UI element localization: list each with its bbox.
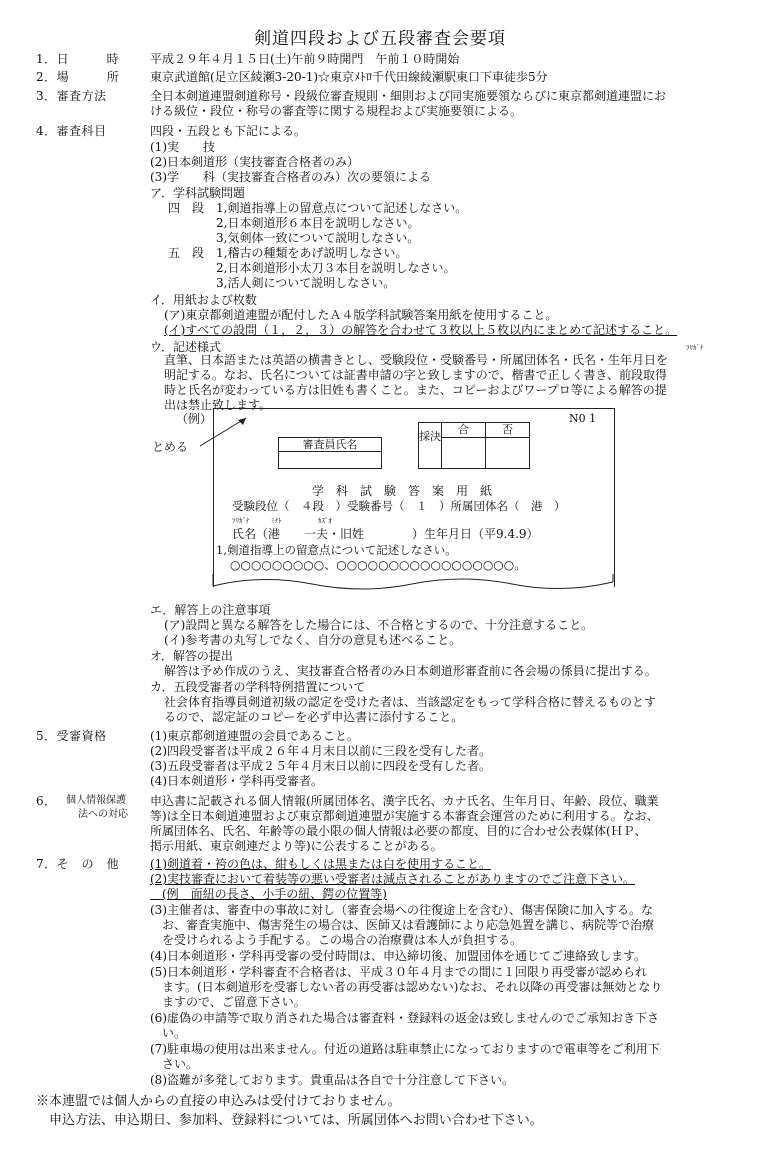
pass-column [442, 423, 486, 468]
furigana-ruby: ﾌﾘｶﾞﾅ [686, 344, 704, 352]
section-7-line-8: (5)日本剣道形・学科審査不合格者は、平成３０年４月までの間に１回限り再受審が認められ [150, 965, 648, 979]
torn-edge-icon [212, 574, 614, 594]
section-2-text: 東京武道館(足立区綾瀬3-20-1)☆東京ﾒﾄﾛ千代田線綾瀬駅東口下車徒歩5分 [150, 70, 548, 84]
subsection-u-line-4: 出は禁止致します。 [164, 398, 272, 412]
section-6-label: 6． [36, 794, 57, 808]
sheet-ruby-kazuo: ｶｽﾞｵ [318, 517, 332, 525]
section-5-line-1: (1)東京都剣道連盟の会員であること。 [150, 729, 359, 743]
section-6-label-line-2: 法への対応 [78, 809, 128, 820]
subsection-ka-heading: カ．五段受審者の学科特例措置について [150, 680, 366, 694]
sheet-ruby-minato: ﾐﾅﾄ [271, 517, 282, 525]
examiner-name-header: 審査員氏名 [279, 438, 381, 452]
section-2-label: 2．場 所 [36, 70, 120, 84]
subsection-e-line-1: (ア)設問と異なる解答をした場合には、不合格とするので、十分注意すること。 [164, 618, 594, 632]
section-3-label: 3．審査方法 [36, 89, 107, 103]
subsection-a-heading: ア．学科試験問題 [150, 186, 246, 200]
sheet-number: N0 1 [569, 412, 597, 425]
section-7-line-1: (1)剣道着・袴の色は、紺もしくは黒または白を使用すること。 [150, 857, 492, 871]
sheet-row-grade: 受験段位（ ４段 ）受験番号（ １ ）所属団体名（ 港 ） [232, 499, 566, 513]
section-4-label: 4．審査科目 [36, 124, 107, 138]
section-6-line-4: 掲示用紙、東京剣連だより等)に公表することがある。 [150, 839, 443, 853]
section-1-text: 平成２９年４月１５日(土)午前９時開門 午前１０時開始 [150, 52, 460, 66]
sheet-title: 学 科 試 験 答 案 用 紙 [312, 484, 493, 498]
section-5-line-2: (2)四段受審者は平成２６年４月末日以前に三段を受有した者。 [150, 744, 492, 758]
subsection-ka-line-1: 社会体育指導員剣道初級の認定を受けた者は、当該認定をもって学科合格に替えるものとす [164, 695, 657, 709]
subsection-u-heading: ウ．記述様式 [150, 340, 222, 354]
godan-question-3: 3,活人剣について説明しなさい。 [216, 276, 396, 290]
subsection-o-line: 解答は予め作成のうえ、実技審査合格者のみ日本剣道形審査前に各会場の係員に提出する。 [164, 664, 657, 678]
godan-question-1: 1,稽古の種類をあげ説明しなさい。 [216, 246, 408, 260]
judgement-label [419, 423, 442, 468]
subsection-u-line-1: 直筆、日本語または英語の横書きとし、受験段位・受験番号・所属団体名・氏名・生年月日を [164, 353, 669, 367]
section-7-line-14: さい。 [150, 1057, 199, 1071]
subsection-i-line-2: (イ)すべての設問（１，２，３）の解答を合わせて３枚以上５枚以内にまとめて記述すること。 [164, 323, 678, 337]
judgement-text: 採決 [419, 430, 441, 443]
section-6-label-line-1: 個人情報保護 [66, 795, 126, 806]
yondan-label: 四 段 [168, 201, 205, 215]
section-7-line-6: を受けられるよう手配する。この場合の治療費は本人が負担する。 [150, 933, 523, 947]
subsection-u-line-2: 明記する。なお、氏名については証書申請の字と致しますので、楷書で正しく書き、前段取得 [164, 368, 668, 382]
section-4-intro: 四段・五段とも下記による。 [150, 124, 307, 138]
section-6-line-3: 所属団体名、氏名、年齢等の最小限の個人情報は必要の都度、目的に合わせ公表媒体(ＨＰ、 [150, 824, 647, 838]
section-7-line-15: (8)盗難が多発しております。貴重品は各自で十分注意して下さい。 [150, 1073, 515, 1087]
example-label: （例） [176, 412, 213, 426]
section-7-line-9: ます。(日本剣道形を受審しない者の再受審は認めない)なお、それ以降の再受審は無効となり [150, 980, 663, 994]
subsection-ka-line-2: るので、認定証のコピーを必ず申込書に添付すること。 [164, 710, 464, 724]
section-6-line-2: 等)は全日本剣道連盟および東京都剣道連盟が実施する本審査会運営のために利用する。なお、 [150, 809, 659, 823]
section-6-line-1: 申込書に記載される個人情報(所属団体名、漢字氏名、カナ氏名、生年月日、年齢、段位、職業 [150, 794, 659, 808]
subsection-i-heading: イ．用紙および枚数 [150, 293, 257, 307]
subsection-u-line-3: 時と氏名が変わっている方は旧姓も書くこと。また、コピーおよびワープロ等による解答の提 [164, 383, 667, 397]
section-4-item-2: (2)日本剣道形（実技審査合格者のみ） [150, 155, 359, 169]
section-7-line-7: (4)日本剣道形・学科再受審の受付時間は、申込締切後、加盟団体を通じてご連絡致します。 [150, 949, 647, 963]
section-7-line-13: (7)駐車場の使用は出来ません。付近の道路は駐車禁止になっておりますので電車等をご利用下 [150, 1042, 660, 1056]
section-5-line-4: (4)日本剣道形・学科再受審者。 [150, 774, 323, 788]
section-3-line-1: 全日本剣道連盟剣道称号・段級位審査規則・細則および同実施要領ならびに東京都剣道連盟にお [150, 89, 667, 103]
subsection-o-heading: オ．解答の提出 [150, 649, 233, 663]
section-4-item-3: (3)学 科（実技審査合格者のみ）次の要領による [150, 170, 432, 184]
section-7-label: 7．そ の 他 [36, 857, 120, 871]
godan-label: 五 段 [168, 246, 205, 260]
section-7-line-10: ますので、ご留意下さい。 [150, 995, 306, 1009]
yondan-question-3: 3,気剣体一致について説明しなさい。 [216, 231, 420, 245]
section-7-line-3: (例 面紐の長さ、小手の紐、鍔の位置等) [150, 887, 387, 901]
judgement-box [418, 422, 530, 469]
pass-header: 合 [442, 423, 485, 438]
section-3-line-2: ける級位・段位・称号の審査等に関する規程および実施要領による。 [150, 104, 523, 118]
sheet-row-name: 氏名（港 一夫・旧姓 ）生年月日（平9.4.9） [232, 527, 539, 541]
godan-question-2: 2,日本剣道形小太刀３本目を説明しなさい。 [216, 261, 456, 275]
staple-label: とめる [152, 440, 189, 454]
section-5-line-3: (3)五段受審者は平成２５年４月末日以前に四段を受有した者。 [150, 759, 492, 773]
footer-note-2: 申込方法、申込期日、参加料、登録料については、所属団体へお問い合わせ下さい。 [36, 1113, 543, 1128]
sheet-ruby-furigana: ﾌﾘｶﾞﾅ [232, 517, 250, 525]
section-7-line-4: (3)主催者は、審査中の事故に対し（審査会場への往復途上を含む）、傷害保険に加入する。な [150, 903, 654, 917]
section-7-line-12: い。 [150, 1026, 187, 1040]
subsection-e-line-2: (イ)参考書の丸写しでなく、自分の意見も述べること。 [164, 633, 462, 647]
section-5-label: 5．受審資格 [36, 729, 107, 743]
examiner-name-box [278, 437, 382, 469]
subsection-e-heading: エ．解答上の注意事項 [150, 603, 271, 617]
section-7-line-2: (2)実技審査において着装等の悪い受審者は減点されることがありますのでご注意下さい。 [150, 872, 636, 886]
fail-column [486, 423, 529, 468]
section-4-item-1: (1)実 技 [150, 140, 215, 154]
sheet-row-answer: ○○○○○○○○○、○○○○○○○○○○○○○○○○○。 [230, 558, 527, 572]
footer-note-1: ※本連盟では個人からの直接の申込みは受付けておりません。 [36, 1094, 401, 1109]
section-7-line-11: (6)虚偽の申請等で取り消された場合は審査料・登録料の返金は致しませんのでご承知おき下さ [150, 1011, 660, 1025]
fail-header: 否 [486, 423, 529, 438]
subsection-i-line-1: (ア)東京都剣道連盟が配付したＡ４版学科試験答案用紙を使用すること。 [164, 308, 558, 322]
yondan-question-1: 1,剣道指導上の留意点について記述しなさい。 [216, 201, 468, 215]
section-1-label: 1．日 時 [36, 52, 120, 66]
section-7-line-5: お、審査実施中、傷害発生の場合は、医師又は看護師により応急処置を講じ、病院等で治療 [150, 918, 655, 932]
sheet-row-question: 1,剣道指導上の留意点について記述しなさい。 [216, 543, 457, 557]
yondan-question-2: 2,日本剣道形６本目を説明しなさい。 [216, 216, 420, 230]
page-title: 剣道四段および五段審査会要項 [254, 29, 506, 49]
